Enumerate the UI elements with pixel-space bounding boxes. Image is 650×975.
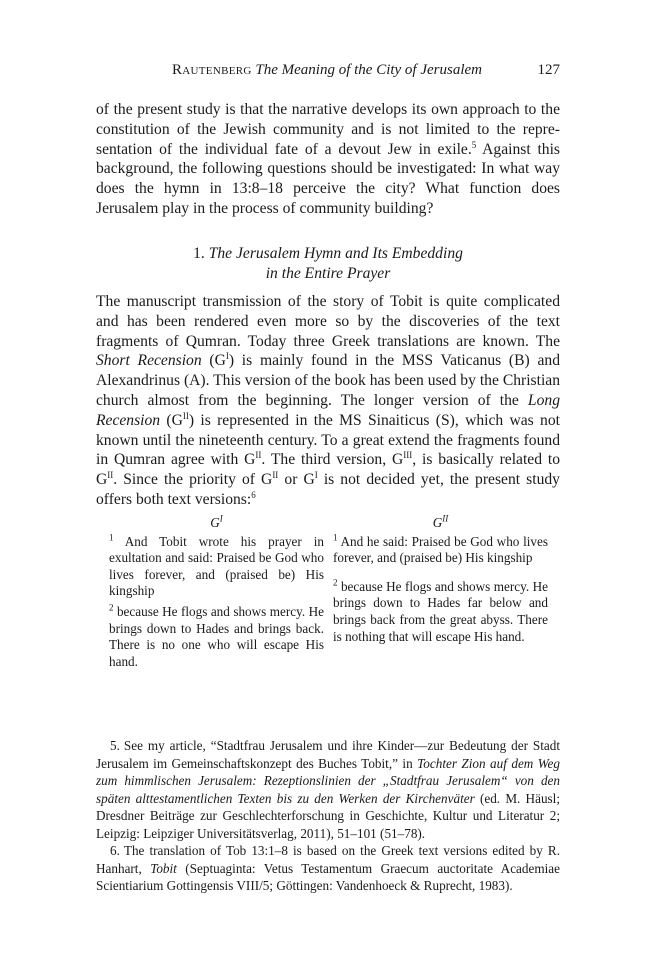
footnote-italic-title: Tobit (150, 860, 177, 876)
section-heading (96, 244, 560, 284)
p2-b: (G (201, 352, 226, 370)
sup-g2: II (182, 410, 189, 421)
running-header (96, 62, 560, 82)
verse-g1-2 (109, 604, 324, 670)
p2-d: (G (160, 411, 183, 429)
p2-h: . Since the priority of G (113, 471, 273, 489)
footnote-text-tail: (Septuaginta: Vetus Testamentum Graecum auctoritate Academiae Scientiarium Gottingensis VIII/5; Göttingen: Vandenhoeck & Ruprecht, 1983). (96, 860, 560, 893)
column-heading-g1 (109, 515, 324, 532)
sup-g2-d: II (272, 469, 279, 480)
footnote-6 (96, 842, 560, 895)
column-heading-g2-letter: G (432, 515, 443, 530)
footnote-text: See my article, “Stadtfrau Jerusalem und ihre Kinder—zur Bedeutung der Stadt Jerusalem im Gemeinschaftskonzept des Buches Tobit,” in (96, 738, 560, 771)
short-recension: Short Recension (96, 352, 202, 370)
sup-g1: I (225, 351, 229, 362)
verse-text: because He flogs and shows mercy. He brings down to Hades and brings back. There is no one who will escape His hand. (109, 603, 324, 669)
footnote-ref-5[interactable]: 5 (471, 139, 477, 150)
verse-text: because He flogs and shows mercy. He brings down to Hades far below and brings back from the great abyss. There is nothing that will escape His hand. (333, 578, 548, 644)
running-title (172, 62, 482, 79)
footnote-ref-6[interactable]: 6 (251, 489, 256, 500)
verse-g2-2 (333, 579, 548, 645)
column-heading-g2 (333, 515, 548, 532)
sup-g2-b: II (255, 450, 262, 461)
section-title-line2: in the Entire Prayer (265, 264, 391, 282)
footnote-5 (96, 737, 560, 842)
verse-number: 2 (109, 602, 114, 613)
footnote-italic-title: Tochter Zion auf dem Weg zum himmlischen Jerusalem: Rezeptionslinien der „Stadtfrau Jerusalem“ von den späten alttestamentlichen Texten bis zu den Werken der Kirchenväter (96, 755, 561, 806)
sup-g3: III (403, 450, 413, 461)
paragraph-intro-text: of the present study is that the narrative develops its own approach to the constitution of the Jewish community and is not limited to the representation of the individual fate of a devout Jew in exile. (96, 101, 560, 158)
section-number: 1. (193, 245, 205, 262)
p2-j: is not decided yet, the present study offers both text versions: (96, 471, 560, 508)
paragraph-transmission (96, 292, 560, 510)
p2-e: ) is represented in the MS Sinaiticus (S), which was not known until the nineteenth century. To a great extend the fragments found in Qumran agree with G (96, 411, 560, 469)
verse-g1-1 (109, 534, 324, 600)
column-heading-g2-sup: II (442, 513, 449, 524)
header-author: Rautenberg (172, 62, 252, 78)
verse-text: And he said: Praised be God who lives forever, and (praised be) His kingship (333, 533, 548, 566)
paragraph-intro (96, 100, 560, 219)
verse-g2-1 (333, 534, 548, 567)
sup-g2-c: II (107, 469, 114, 480)
column-heading-g1-letter: G (210, 515, 220, 530)
verse-number: 1 (333, 532, 338, 543)
section-title-line1: The Jerusalem Hymn and Its Embedding (208, 245, 463, 262)
p2-i: or G (278, 471, 315, 489)
long-recension: Long Recension (96, 391, 560, 429)
verse-text: And Tobit wrote his prayer in exultation and said: Praised be God who lives forever, and (praised be) His kingship (109, 533, 324, 599)
paragraph-intro-tail: Against this background, the following questions should be investigated: In what way does the hymn in 13:8–18 perceive the city? What function does Jerusalem play in the process of community building? (96, 140, 560, 217)
footnote-text-tail: (ed. M. Häusl; Dresdner Beiträge zur Geschlechterforschung in Geschichte, Kultur und Literatur 2; Leipzig: Leipziger Universitätsverlag, 2011), 51–101 (51–78). (96, 790, 560, 841)
sup-g1-b: I (314, 469, 318, 480)
p2-a: The manuscript transmission of the story of Tobit is quite complicated and has been rendered even more so by the discoveries of the text fragments of Qumran. Today three Greek translations are known. The (96, 293, 560, 350)
page-number: 127 (537, 62, 560, 78)
verse-number: 2 (333, 577, 338, 588)
footnote-number: 5. (110, 738, 120, 753)
text-column-g1 (109, 515, 324, 674)
text-column-g2 (333, 515, 548, 649)
p2-c: ) is mainly found in the MSS Vaticanus (B) and Alexandrinus (A). This version of the book has been used by the Christian church almost from the beginning. The longer version of the (96, 352, 560, 409)
section-heading-line1 (96, 244, 560, 264)
footnote-text: The translation of Tob 13:1–8 is based on the Greek text versions edited by R. Hanhart, (96, 843, 560, 876)
verse-number: 1 (109, 532, 114, 543)
column-heading-g1-sup: I (219, 513, 223, 524)
p2-f: . The third version, G (261, 451, 404, 469)
footnotes (96, 737, 560, 895)
footnote-number: 6. (110, 843, 120, 858)
header-title: The Meaning of the City of Jerusalem (255, 62, 483, 78)
p2-g: , is basically related to G (96, 451, 560, 489)
